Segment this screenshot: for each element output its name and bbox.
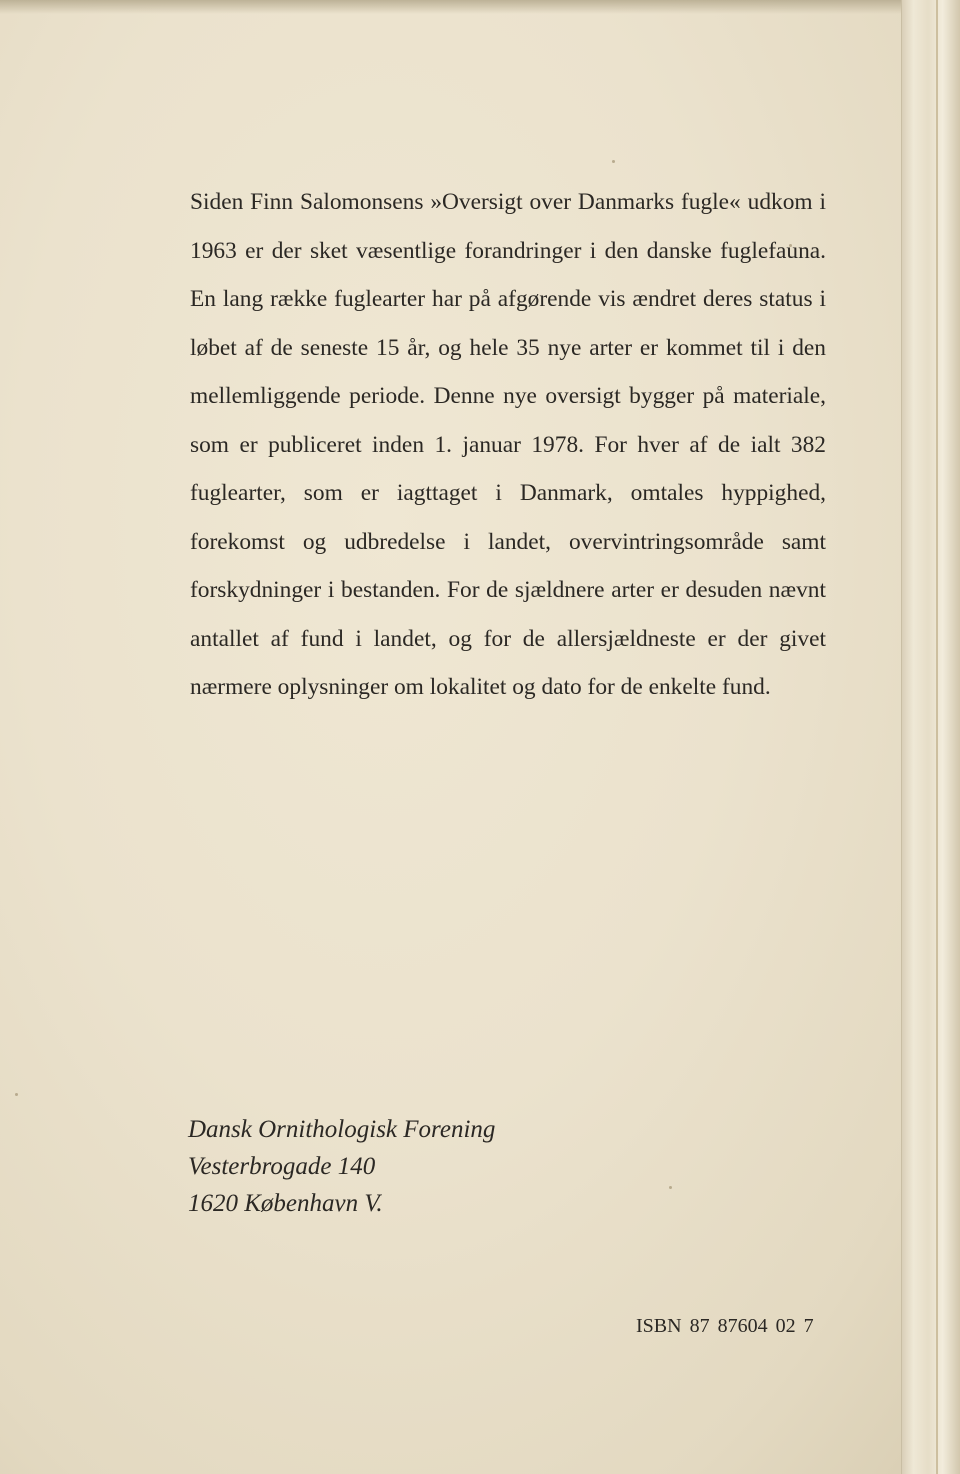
blurb-paragraph: Siden Finn Salomonsens »Oversigt over Danmarks fugle« udkom i 1963 er der sket væsentlige forandringer i den danske fuglefauna. En lang række fuglearter har på afgørende vis ændret deres status i løbet af de seneste 15 år, og hele 35 nye arter er kommet til i den mellemliggende periode. Denne nye oversigt bygger på materiale, som er publiceret inden 1. januar 1978. For hver af de ialt 382 fuglearter, som er iagttaget i Danmark, omtales hyppighed, forekomst og udbredelse i landet, overvintringsområde samt forskydninger i bestanden. For de sjældnere arter er desuden nævnt antallet af fund i landet, og for de allersjældneste er der givet nærmere oplysninger om lokalitet og dato for de enkelte fund. [190,189,826,700]
publisher-address [188,1111,495,1222]
top-edge-shadow [0,0,960,14]
spine-fold-line [936,0,938,1474]
paper-speck [612,160,615,163]
isbn-number: ISBN 87 87604 02 7 [636,1315,814,1337]
paper-speck [15,1093,18,1096]
publisher-name: Dansk Ornithologisk Forening [188,1116,496,1143]
spine-edge [901,0,960,1474]
publisher-city: 1620 København V. [188,1190,383,1217]
paper-speck [669,1186,672,1189]
publisher-street: Vesterbrogade 140 [188,1153,376,1180]
